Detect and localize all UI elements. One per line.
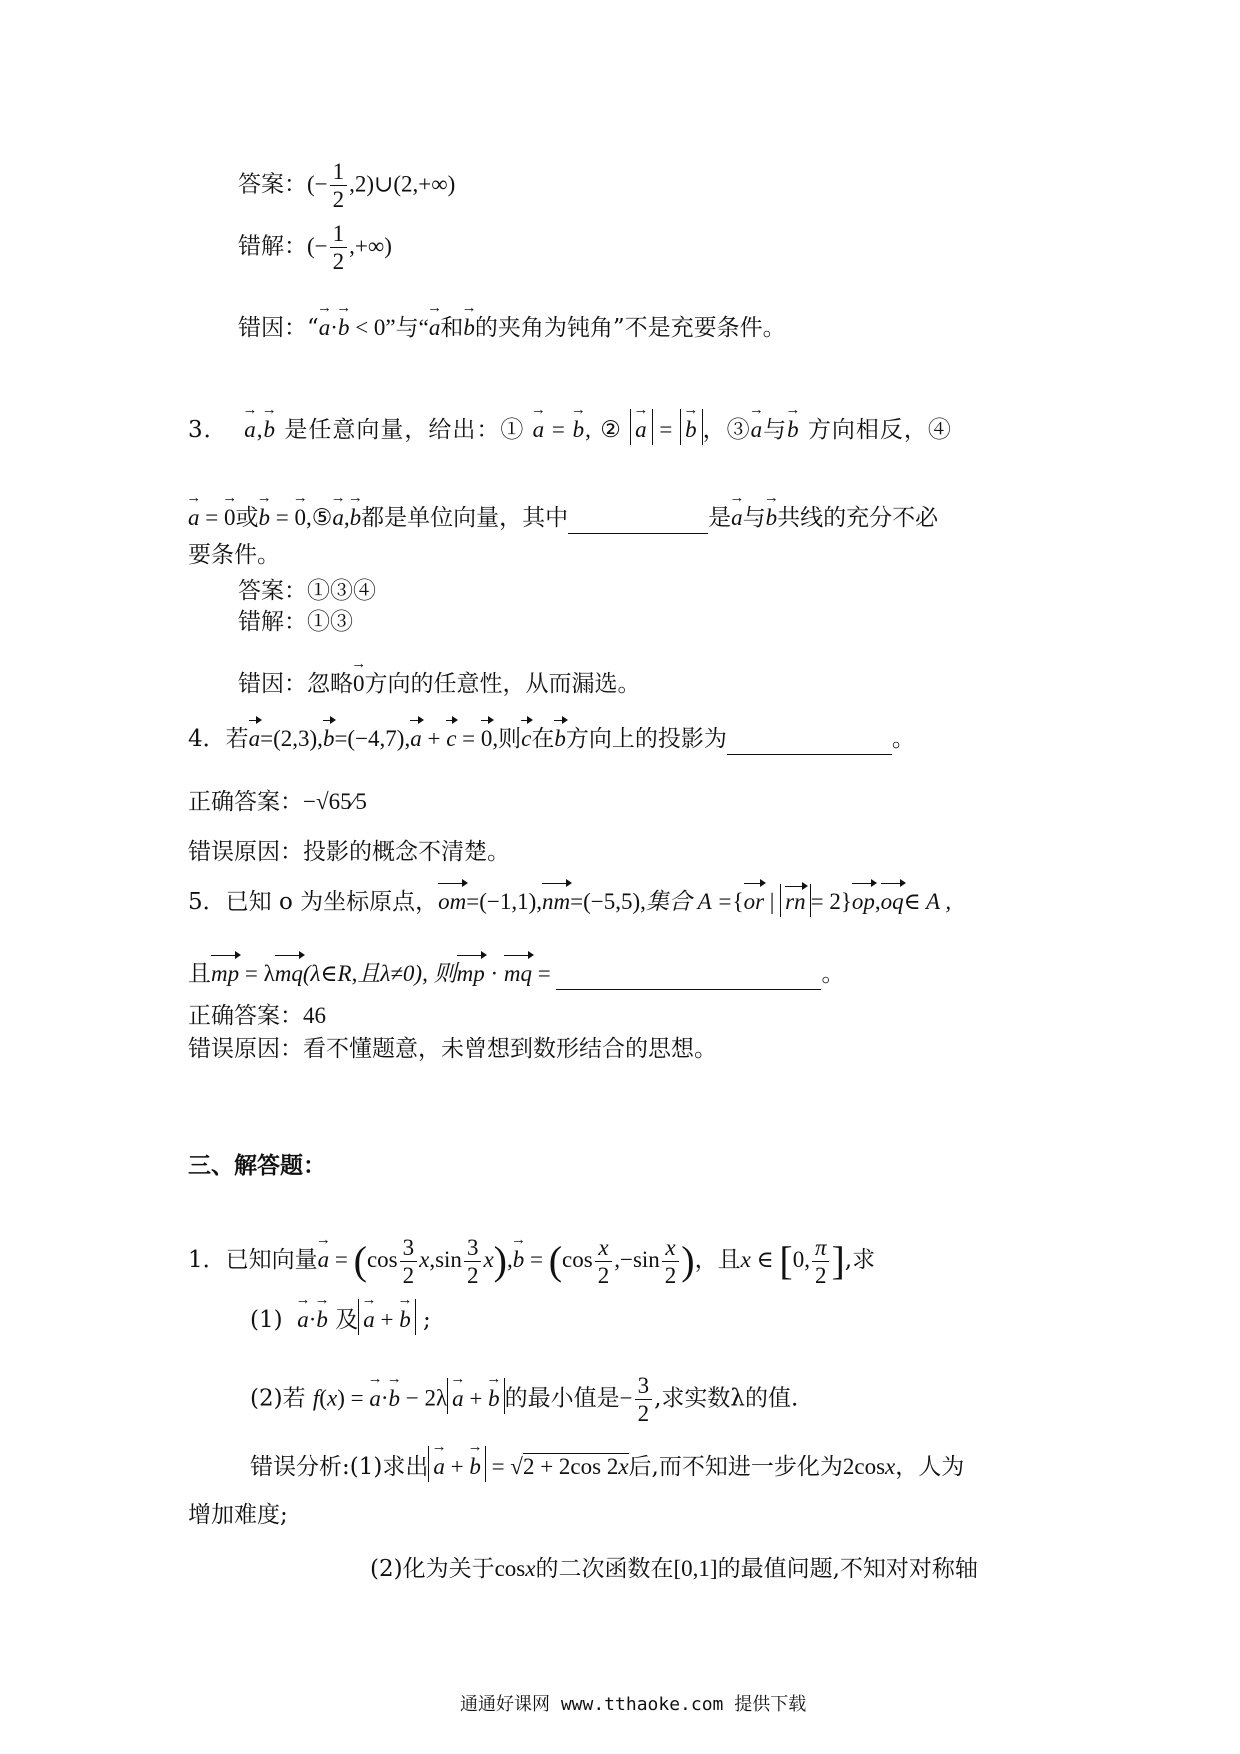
p2-answer-value: ,2)∪(2,+∞) xyxy=(349,171,456,197)
section-title: 三、解答题： xyxy=(188,1153,326,1179)
p3-line1: 3． → a,→ b 是任意向量，给出：① → a = → b, ② → a = → b ，③→ a与→ b 方向相反，④ xyxy=(188,408,952,446)
p2-cause-label: 错因： xyxy=(238,315,307,341)
q1-line1: 1．已知向量→ a = (cos $\frac{3}{2}$ x,sin $\frac{3}{2}$ x),→ b = (cos $\frac{x}{2}$ ,−sin $\frac{x}{2}$ )，且x ∈ [0, $\frac{\pi}{2}$ ],求 xyxy=(188,1224,875,1291)
fraction-one-half: $\frac{1}{2}$ xyxy=(330,222,348,273)
p3-answer: ①③④ xyxy=(307,578,376,604)
answer-blank[interactable] xyxy=(556,965,821,990)
answer-blank[interactable] xyxy=(727,730,892,755)
p2-answer-label: 答案： xyxy=(238,171,307,198)
p2-cause-line: 错因：“→ a·→ b < 0”与“→ a和→ b的夹角为钝角”不是充要条件。 xyxy=(238,306,786,344)
q1-error-line1: 错误分析:(1)求出→ a + → b = √2 + 2cos 2x后,而不知进一步化为2cosx，人为 xyxy=(250,1446,964,1483)
page-footer: 通通好课网 www.tthaoke.com 提供下载 xyxy=(460,1694,807,1715)
q1-sub1: (1) → a·→ b 及→ a + → b ; xyxy=(250,1298,431,1336)
p5-correct: 46 xyxy=(303,1003,326,1028)
q1-error-line3: (2)化为关于cosx的二次函数在[0,1]的最值问题,不知对对称轴 xyxy=(370,1556,978,1582)
fraction-one-half: $\frac{1}{2}$ xyxy=(330,160,348,211)
p5-line2: 且mp = λmq(λ∈R,且λ≠0), 则mp · mq = 。 xyxy=(188,955,844,990)
p2-wrong-line: 错解：(− $\frac{1}{2}$ ,+∞) xyxy=(238,221,392,274)
p5-line1: 5．已知 o 为坐标原点，om=(−1,1),nm=(−5,5),集合 A ={or | rn = 2}op,oq∈ A , xyxy=(188,883,951,918)
p5-reason-line: 错误原因：看不懂题意，未曾想到数形结合的思想。 xyxy=(188,1036,717,1062)
p2-wrong-value: ,+∞) xyxy=(349,233,392,259)
p3-answer-line: 答案：①③④ xyxy=(238,578,376,604)
q1-error-line2: 增加难度; xyxy=(188,1502,288,1528)
p4-correct: −√65⁄5 xyxy=(303,789,367,814)
p3-wrong-line: 错解：①③ xyxy=(238,609,353,635)
p5-correct-line: 正确答案：46 xyxy=(188,1003,326,1029)
answer-blank[interactable] xyxy=(568,509,708,534)
p4-reason-line: 错误原因：投影的概念不清楚。 xyxy=(188,839,510,865)
p4-correct-line: 正确答案：−√65⁄5 xyxy=(188,789,367,815)
p4-line1: 4．若a=(2,3),b=(−4,7),a + c = 0,则c在b方向上的投影为 。 xyxy=(188,720,915,755)
p3-line2: → a = → 0或→ b = → 0,⑤→ a,→ b都是单位向量，其中 是→ a与→ b共线的充分不必 xyxy=(188,496,938,534)
q1-sub2: (2)若 f(x) = → a·→ b − 2λ→ a + → b 的最小值是− $\frac{3}{2}$ ,求实数λ的值. xyxy=(250,1374,798,1425)
p2-answer-line: 答案：(− $\frac{1}{2}$ ,2)∪(2,+∞) xyxy=(238,159,456,212)
p3-cause-line: 错因：忽略→ 0方向的任意性，从而漏选。 xyxy=(238,662,641,700)
p3-line3: 要条件。 xyxy=(188,542,280,568)
p2-wrong-label: 错解： xyxy=(238,233,307,260)
p3-wrong: ①③ xyxy=(307,609,353,635)
